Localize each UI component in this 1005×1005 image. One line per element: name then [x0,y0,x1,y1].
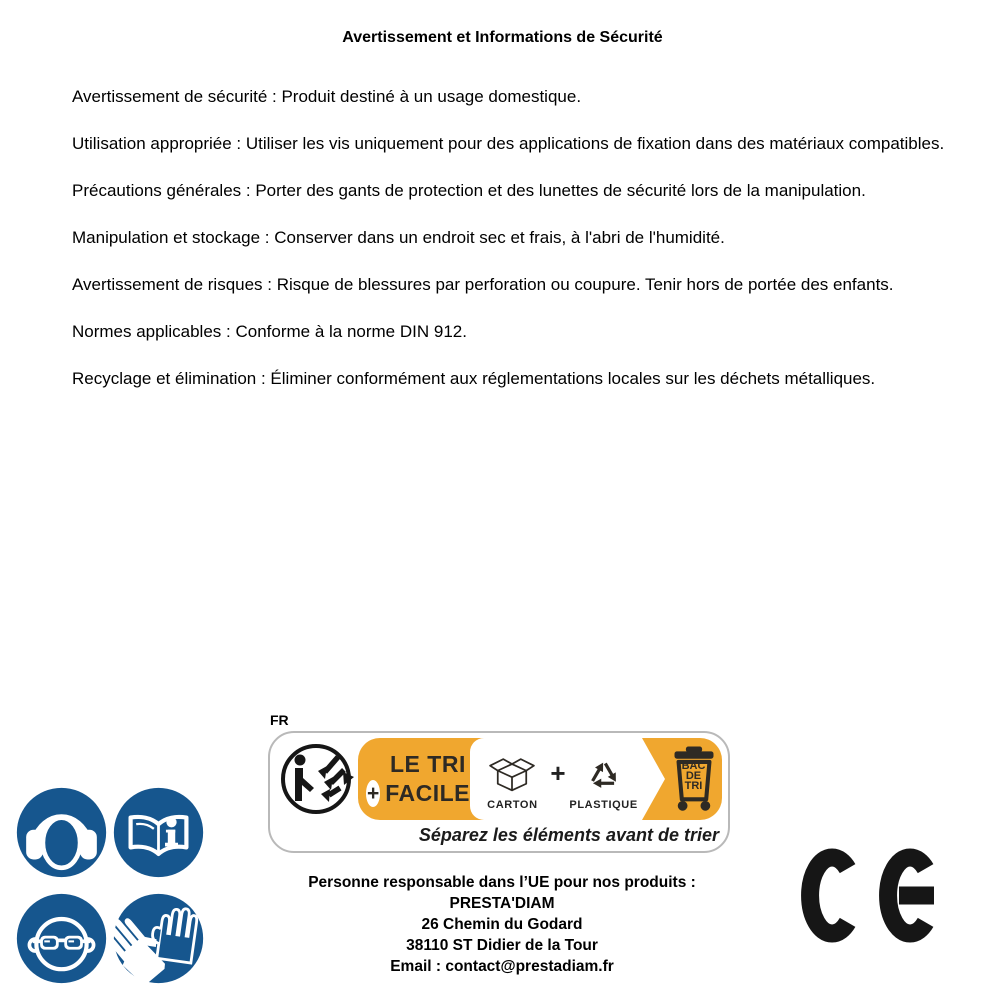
triman-icon [276,738,356,820]
plus-circle-icon: + [366,782,380,805]
safety-paragraph: Manipulation et stockage : Conserver dans un endroit sec et frais, à l'abri de l'humidité. [72,228,725,247]
protective-gloves-icon [112,892,205,985]
material-carton [480,752,544,811]
responsible-block [252,872,752,977]
tagline: Séparez les éléments avant de trier [418,825,719,845]
material-label: CARTON [487,798,538,811]
responsible-line-intro: Personne responsable dans l’UE pour nos produits : [308,874,696,891]
tri-headline-line1: LE TRI [390,751,466,777]
info-tri-banner [268,731,730,853]
material-plastique [569,752,638,811]
responsible-company: PRESTA'DIAM [449,895,555,912]
responsible-email: Email : contact@prestadiam.fr [390,958,614,975]
safety-paragraph: Recyclage et élimination : Éliminer conformément aux réglementations locales sur les déchets métalliques. [72,369,876,388]
recycling-triangle-icon [578,752,630,798]
eye-protection-icon [15,892,108,985]
page-title: Avertissement et Informations de Sécurité [342,29,663,46]
ear-protection-icon [15,786,108,879]
materials-panel [470,738,642,820]
safety-paragraph: Précautions générales : Porter des gants de protection et des lunettes de sécurité lors de la manipulation. [72,181,866,200]
mandatory-icons-grid [15,786,205,985]
read-manual-icon [112,786,205,879]
safety-paragraph: Avertissement de risques : Risque de blessures par perforation ou coupure. Tenir hors de portée des enfants. [72,275,894,294]
safety-paragraph: Avertissement de sécurité : Produit destiné à un usage domestique. [72,87,582,106]
tri-yellow-band [358,738,722,820]
country-code-label: FR [270,712,289,728]
responsible-street: 26 Chemin du Godard [421,916,583,933]
plus-joiner: + [550,757,566,788]
carton-box-icon [483,752,541,798]
safety-paragraph: Normes applicables : Conforme à la norme DIN 912. [72,322,467,341]
ce-mark-icon [798,847,948,944]
material-label: PLASTIQUE [569,798,638,811]
tri-headline-line2: FACILE [385,780,470,806]
tri-headline [358,738,470,820]
chevron-tip [642,738,665,820]
safety-paragraph: Utilisation appropriée : Utiliser les vis uniquement pour des applications de fixation dans des matériaux compatibles. [72,134,945,153]
responsible-city: 38110 ST Didier de la Tour [406,937,598,954]
bin-label: BAC DE TRI [681,760,706,792]
sorting-bin-icon [668,744,720,814]
safety-paragraphs [72,84,974,413]
